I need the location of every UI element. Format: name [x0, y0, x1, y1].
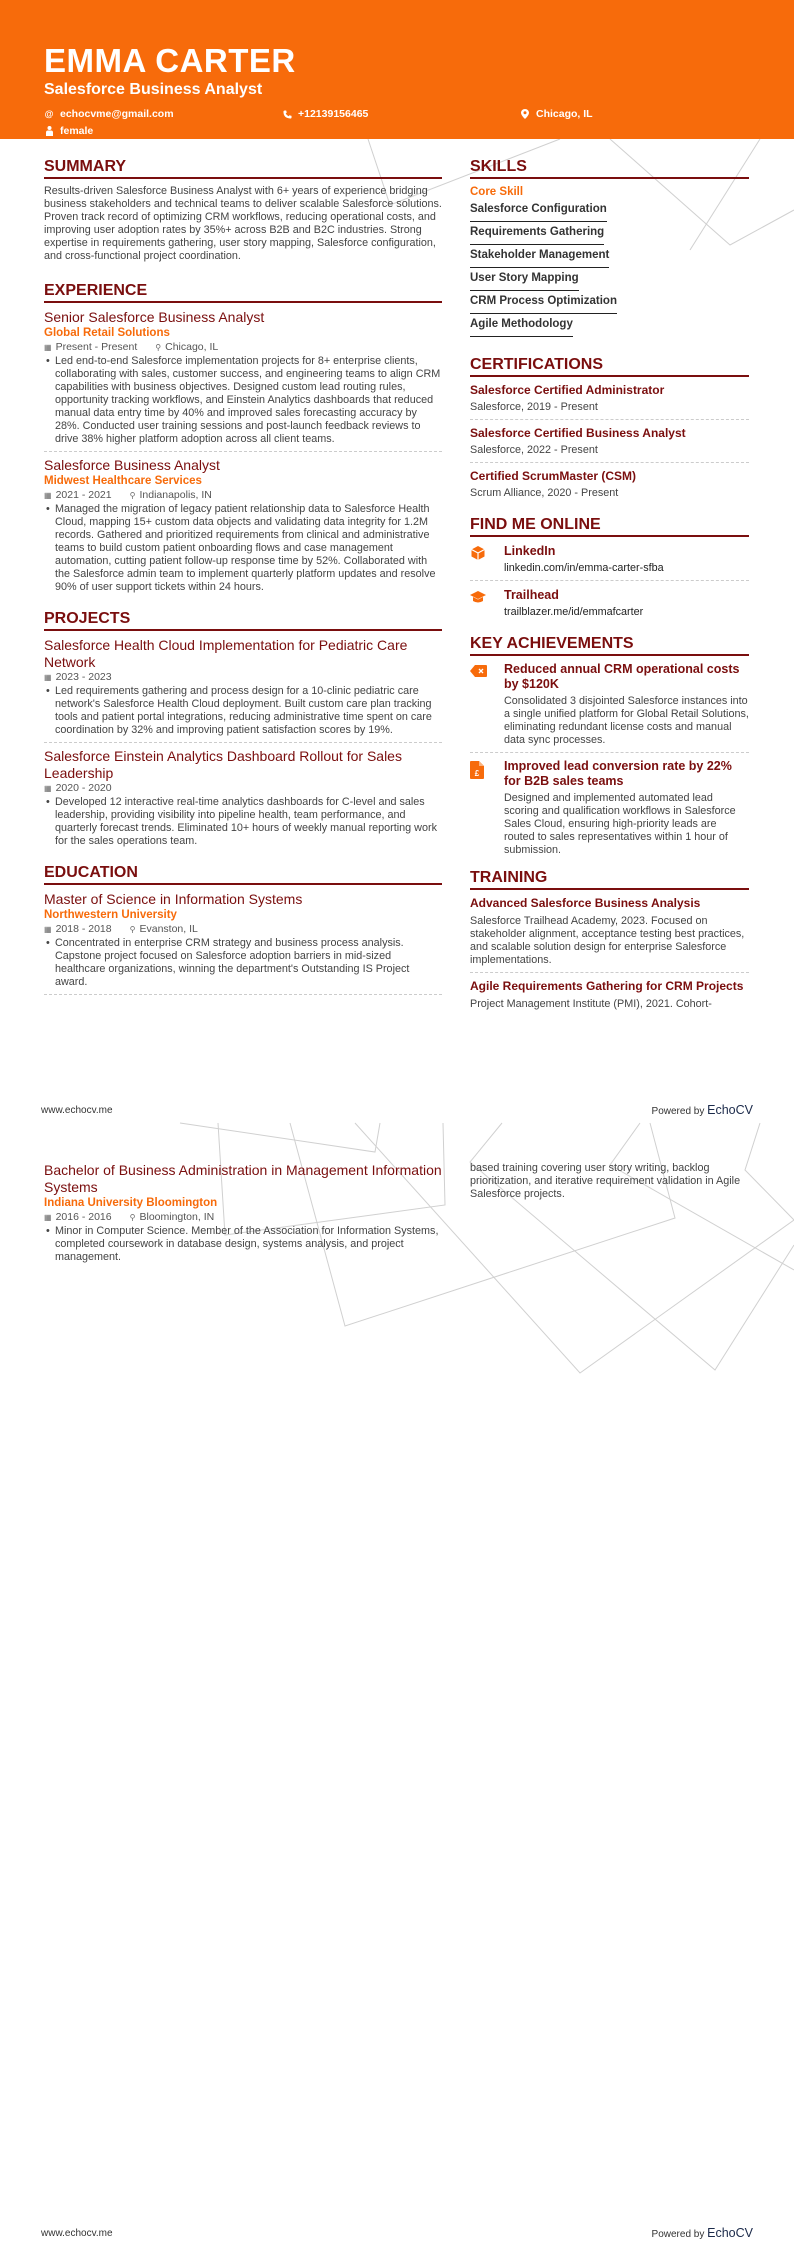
project-description: • Developed 12 interactive real-time analytics dashboards for C-level and sales leadership, providing visibility into pipeline health, team performance, and quarterly forecast trends. Eliminated 10+ hours of weekly manual reporting work for the sales operations team.	[44, 796, 442, 848]
certifications-heading: CERTIFICATIONS	[470, 355, 749, 377]
company-name: Midwest Healthcare Services	[44, 475, 202, 487]
contact-phone[interactable]	[282, 108, 368, 120]
education-item	[44, 891, 442, 995]
online-url[interactable]: linkedin.com/in/emma-carter-sfba	[504, 562, 664, 574]
experience-item	[44, 309, 442, 452]
skill-item: Stakeholder Management	[470, 245, 609, 268]
company-name: Global Retail Solutions	[44, 327, 170, 339]
education-dates: 2016 - 2016	[55, 1211, 112, 1223]
job-location: Chicago, IL	[165, 341, 219, 353]
achievement-description: Consolidated 3 disjointed Salesforce instances into a single unified platform for Global Retail Solutions, eliminating redundant license costs and manual data sync processes.	[504, 695, 749, 746]
training-item	[470, 979, 749, 1016]
certification-issuer: Scrum Alliance, 2020 - Present	[470, 487, 619, 499]
map-pin-icon: ⚲	[155, 343, 162, 352]
education-description: • Minor in Computer Science. Member of the Association for Information Systems, completed coursework in database design, systems analysis, and project management.	[44, 1225, 442, 1264]
certifications-section	[470, 355, 749, 505]
certification-name: Salesforce Certified Business Analyst	[470, 426, 686, 440]
gender-text: female	[60, 125, 94, 137]
certification-name: Salesforce Certified Administrator	[470, 383, 665, 397]
education-item	[44, 1162, 442, 1269]
project-dates: 2020 - 2020	[55, 782, 112, 794]
person-icon	[44, 126, 54, 136]
email-text: echocvme@gmail.com	[60, 108, 174, 120]
footer-powered-by	[652, 2226, 753, 2240]
project-title: Salesforce Health Cloud Implementation for Pediatric Care Network	[44, 637, 408, 670]
achievement-item	[470, 662, 749, 753]
education-meta	[44, 1211, 442, 1224]
resume-header	[0, 0, 794, 139]
training-description: Project Management Institute (PMI), 2021. Cohort-	[470, 998, 712, 1010]
contact-gender	[44, 125, 93, 137]
invoice-pound-icon	[470, 761, 484, 779]
online-name: Trailhead	[504, 588, 559, 602]
footer-website[interactable]: www.echocv.me	[41, 1104, 113, 1116]
education-section	[44, 863, 442, 995]
phone-icon	[282, 109, 292, 119]
delete-tag-icon	[470, 664, 488, 678]
job-title: Salesforce Business Analyst	[44, 457, 220, 473]
training-description-continued: based training covering user story writing, backlog prioritization, and iterative requirement validation in Agile Salesforce projects.	[470, 1162, 741, 1200]
left-column-page2	[44, 1162, 442, 1274]
graduation-cap-icon	[470, 589, 486, 605]
certification-item	[470, 383, 749, 420]
svg-text:£: £	[474, 769, 480, 778]
summary-heading: SUMMARY	[44, 157, 442, 179]
training-description: Salesforce Trailhead Academy, 2023. Focused on stakeholder alignment, acceptance testing best practices, and scalable solution design for enterprise Salesforce implementations.	[470, 915, 745, 966]
skill-item: Requirements Gathering	[470, 222, 604, 245]
contact-location	[520, 108, 593, 120]
training-section	[470, 868, 749, 1016]
calendar-icon: ▦	[44, 491, 52, 500]
page-footer	[41, 1103, 753, 1117]
job-description: • Led end-to-end Salesforce implementation projects for 8+ enterprise clients, collaborating with sales, customer success, and engineering teams to align CRM capabilities with business objectives. Designed custom lead routing rules, opportunity tracking workflows, and Einstein Analytics dashboards that reduced manual data entry time by 40% and improved sales forecasting accuracy by 28%. Conducted user training sessions and post-launch feedback reviews to drive 38% higher platform adoption across all client teams.	[44, 355, 442, 446]
achievement-description: Designed and implemented automated lead scoring and qualification workflows in Salesforce Sales Cloud, ensuring high-priority leads are routed to sales representatives within 1 hour of submission.	[504, 792, 736, 856]
experience-item	[44, 457, 442, 599]
online-section	[470, 515, 749, 624]
achievements-section	[470, 634, 749, 862]
footer-powered-by	[652, 1103, 753, 1117]
certification-issuer: Salesforce, 2019 - Present	[470, 401, 598, 413]
achievements-heading: KEY ACHIEVEMENTS	[470, 634, 749, 656]
project-item	[44, 637, 442, 743]
experience-section	[44, 281, 442, 599]
calendar-icon: ▦	[44, 673, 52, 682]
training-title: Advanced Salesforce Business Analysis	[470, 896, 701, 910]
education-heading: EDUCATION	[44, 863, 442, 885]
calendar-icon: ▦	[44, 343, 52, 352]
achievement-title: Reduced annual CRM operational costs by $120K	[504, 662, 740, 691]
project-description: • Led requirements gathering and process design for a 10-clinic pediatric care network's Salesforce Health Cloud deployment. Built custom care plan tracking tools and patient portal integrations, reducing administrative time spent on care coordination by 32% and improving patient satisfaction scores by 19%.	[44, 685, 442, 737]
achievement-title: Improved lead conversion rate by 22% for B2B sales teams	[504, 759, 732, 788]
skills-section	[470, 157, 749, 337]
job-dates: Present - Present	[55, 341, 138, 353]
project-dates: 2023 - 2023	[55, 671, 112, 683]
skill-item: Agile Methodology	[470, 314, 573, 337]
skill-item: CRM Process Optimization	[470, 291, 617, 314]
certification-item	[470, 426, 749, 463]
map-pin-icon: ⚲	[129, 1213, 136, 1222]
phone-text: +12139156465	[298, 108, 369, 120]
calendar-icon: ▦	[44, 1213, 52, 1222]
online-item-trailhead[interactable]	[470, 587, 749, 624]
online-name: LinkedIn	[504, 544, 556, 558]
certification-name: Certified ScrumMaster (CSM)	[470, 469, 637, 483]
degree-title: Bachelor of Business Administration in Management Information Systems	[44, 1162, 442, 1195]
powered-by-label: Powered by	[651, 1106, 705, 1117]
candidate-title: Salesforce Business Analyst	[44, 81, 263, 98]
page-footer	[41, 2226, 753, 2240]
cube-icon	[470, 545, 486, 561]
projects-section	[44, 609, 442, 853]
training-heading: TRAINING	[470, 868, 749, 890]
map-pin-icon	[520, 109, 530, 119]
education-meta	[44, 923, 442, 936]
online-heading: FIND ME ONLINE	[470, 515, 749, 537]
right-column	[470, 157, 749, 1022]
powered-by-label: Powered by	[651, 2229, 705, 2240]
project-item	[44, 748, 442, 853]
online-item-linkedin[interactable]	[470, 543, 749, 581]
degree-title: Master of Science in Information Systems	[44, 891, 303, 907]
school-name: Indiana University Bloomington	[44, 1197, 218, 1209]
education-dates: 2018 - 2018	[55, 923, 112, 935]
at-sign-icon: @	[44, 109, 54, 119]
footer-website[interactable]: www.echocv.me	[41, 2227, 113, 2239]
footer-brand[interactable]: EchoCV	[707, 2226, 753, 2240]
skill-category: Core Skill	[470, 186, 524, 198]
map-pin-icon: ⚲	[129, 491, 136, 500]
school-name: Northwestern University	[44, 909, 177, 921]
summary-section	[44, 157, 442, 263]
achievement-item	[470, 759, 749, 862]
map-pin-icon: ⚲	[129, 925, 136, 934]
calendar-icon: ▦	[44, 925, 52, 934]
candidate-name: EMMA CARTER	[44, 42, 296, 79]
job-location: Indianapolis, IN	[139, 489, 212, 501]
contact-email[interactable]	[44, 108, 174, 120]
project-meta	[44, 782, 442, 795]
project-meta	[44, 671, 442, 684]
right-column-page2	[470, 1162, 749, 1201]
education-location: Evanston, IL	[139, 923, 198, 935]
calendar-icon: ▦	[44, 784, 52, 793]
project-title: Salesforce Einstein Analytics Dashboard Rollout for Sales Leadership	[44, 748, 402, 781]
training-item	[470, 896, 749, 973]
job-title: Senior Salesforce Business Analyst	[44, 309, 265, 325]
certification-issuer: Salesforce, 2022 - Present	[470, 444, 598, 456]
job-meta	[44, 341, 442, 354]
location-text: Chicago, IL	[536, 108, 593, 120]
left-column	[44, 157, 442, 1000]
contact-info	[44, 106, 794, 142]
skill-item: Salesforce Configuration	[470, 199, 607, 222]
certification-item	[470, 469, 749, 505]
education-description: • Concentrated in enterprise CRM strategy and business process analysis. Capstone project focused on Salesforce adoption barriers in mid-sized healthcare organizations, winning the department's Outstanding IS Project award.	[44, 937, 442, 989]
job-dates: 2021 - 2021	[55, 489, 112, 501]
footer-brand[interactable]: EchoCV	[707, 1103, 753, 1117]
job-description: • Managed the migration of legacy patient relationship data to Salesforce Health Cloud, mapping 15+ custom data objects and validating data integrity for 1.2M records. Gathered and prioritized requirements from clinical and administrative teams to build custom patient onboarding flows and case management automation, cutting patient follow-up response time by 52%. Collaborated with the Salesforce admin team to implement quarterly platform updates and resolve 90% of user support tickets within 24 hours.	[44, 503, 442, 594]
skills-heading: SKILLS	[470, 157, 749, 179]
summary-text: Results-driven Salesforce Business Analyst with 6+ years of experience bridging business stakeholders and technical teams to deliver scalable Salesforce solutions. Proven track record of optimizing CRM workflows, reducing operational costs, and improving user adoption rates by 35%+ across B2B and B2C industries. Strong expertise in requirements gathering, user story mapping, Salesforce configuration, and cross-functional project coordination.	[44, 185, 442, 262]
online-url[interactable]: trailblazer.me/id/emmafcarter	[504, 606, 644, 618]
skill-item: User Story Mapping	[470, 268, 579, 291]
job-meta	[44, 489, 442, 502]
training-title: Agile Requirements Gathering for CRM Projects	[470, 979, 744, 993]
experience-heading: EXPERIENCE	[44, 281, 442, 303]
education-location: Bloomington, IN	[139, 1211, 215, 1223]
projects-heading: PROJECTS	[44, 609, 442, 631]
